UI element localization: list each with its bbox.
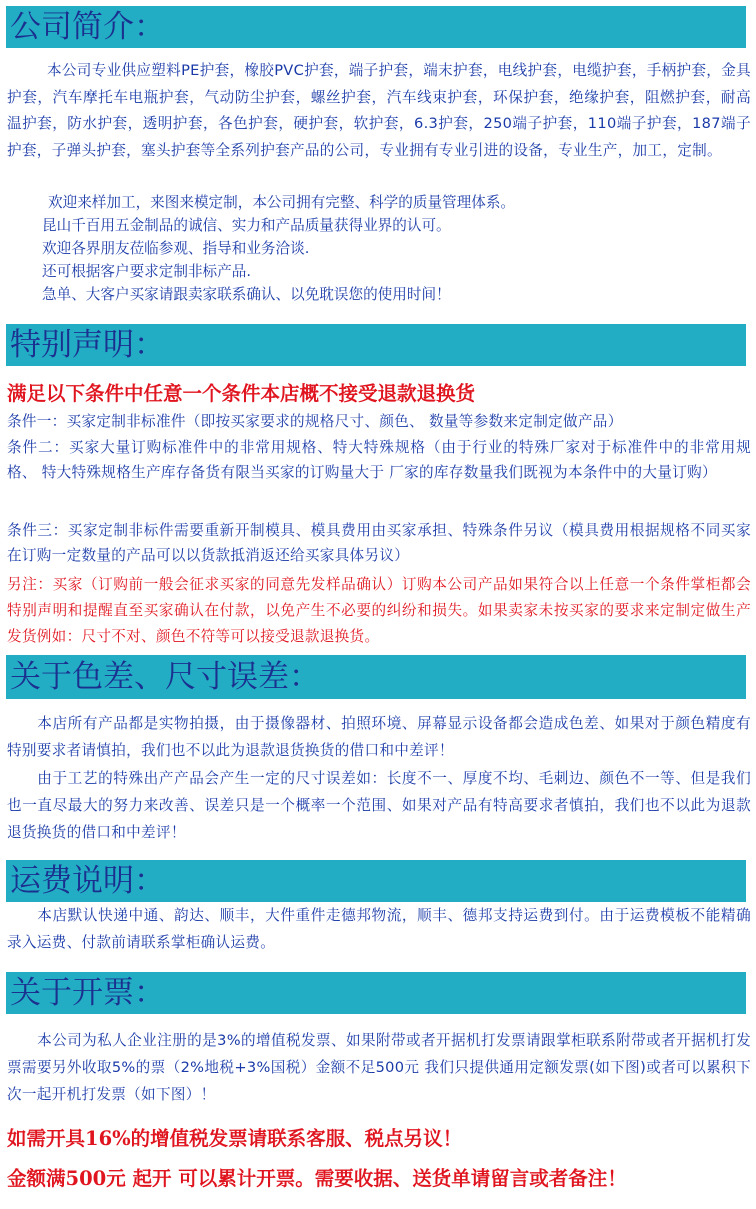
notice-note: 另注：买家（订购前一般会征求买家的同意先发样品确认）订购本公司产品如果符合以上任意一个条件掌柜都会特别声明和提醒直至买家确认在付款，以免产生不必要的纠纷和损失。如果卖家未按买家的要求来定制定做生产发货例如：尺寸不对、颜色不符等可以接受退款退换货。: [7, 576, 751, 645]
intro-line-5: 急单、大客户买家请跟卖家联系确认、以免耽误您的使用时间！: [42, 286, 451, 303]
section-title-shipping: 运费说明：: [6, 860, 746, 902]
color-paragraph-1: 本店所有产品都是实物拍摄，由于摄像器材、拍照环境、屏幕显示设备都会造成色差、如果对于颜色精度有特别要求者请慎拍，我们也不以此为退款退货换货的借口和中差评！: [7, 715, 751, 759]
notice-condition-2: 条件二：买家大量订购标准件中的非常用规格、特大特殊规格（由于行业的特殊厂家对于标准件中的非常用规格、 特大特殊规格生产库存备货有限当买家的订购量大于 厂家的库存数量我们既视为本条件中的大量订购）: [7, 439, 751, 481]
invoice-paragraph: 本公司为私人企业注册的是3%的增值税发票、如果附带或者开据机打发票请跟掌柜联系附带或者开据机打发票需要另外收取5%的票（2%地税+3%国税）金额不足500元 我们只提供通用定额发票(如下图)或者可以累积下次一起开机打发票（如下图）！: [7, 1032, 751, 1103]
intro-paragraph: 本公司专业供应塑料PE护套，橡胶PVC护套，端子护套，端末护套，电线护套，电缆护套，手柄护套，金具护套，汽车摩托车电瓶护套，气动防尘护套，螺丝护套，汽车线束护套，环保护套，绝缘护套，阻燃护套，耐高温护套，防水护套，透明护套，各色护套，硬护套，软护套，6.3护套，250端子护套，110端子护套，187端子护套，子弹头护套，塞头护套等全系列护套产品的公司，专业拥有专业引进的设备，专业生产，加工，定制。: [7, 62, 751, 159]
intro-line-4: 还可根据客户要求定制非标产品.: [42, 263, 251, 280]
section-title-invoice: 关于开票：: [6, 972, 746, 1014]
section-title-notice: 特别声明：: [6, 324, 746, 366]
section-title-intro: 公司简介：: [6, 6, 746, 48]
intro-line-2: 昆山千百用五金制品的诚信、实力和产品质量获得业界的认可。: [42, 217, 451, 234]
invoice-red-line-1: 如需开具16%的增值税发票请联系客服、税点另议！: [7, 1127, 463, 1150]
intro-line-1: 欢迎来样加工，来图来模定制，本公司拥有完整、科学的质量管理体系。: [48, 194, 516, 211]
invoice-red-line-2: 金额满500元 起开 可以累计开票。需要收据、送货单请留言或者备注！: [7, 1167, 627, 1190]
notice-headline: 满足以下条件中任意一个条件本店概不接受退款退换货: [7, 382, 476, 405]
intro-line-3: 欢迎各界朋友莅临参观、指导和业务洽谈.: [42, 240, 310, 257]
shipping-paragraph: 本店默认快递中通、韵达、顺丰，大件重件走德邦物流，顺丰、德邦支持运费到付。由于运费模板不能精确录入运费、付款前请联系掌柜确认运费。: [7, 907, 751, 951]
notice-condition-1: 条件一：买家定制非标准件（即按买家要求的规格尺寸、颜色、 数量等参数来定制定做产品）: [7, 413, 623, 430]
notice-condition-3: 条件三：买家定制非标件需要重新开制模具、模具费用由买家承担、特殊条件另议（模具费用根据规格不同买家在订购一定数量的产品可以以货款抵消返还给买家具体另议）: [7, 522, 751, 564]
section-title-color: 关于色差、尺寸误差：: [6, 655, 746, 699]
color-paragraph-2: 由于工艺的特殊出产产品会产生一定的尺寸误差如：长度不一、厚度不均、毛刺边、颜色不一等、但是我们也一直尽最大的努力来改善、误差只是一个概率一个范围、如果对产品有特高要求者慎拍，我们也不以此为退款退货换货的借口和中差评！: [7, 770, 751, 841]
